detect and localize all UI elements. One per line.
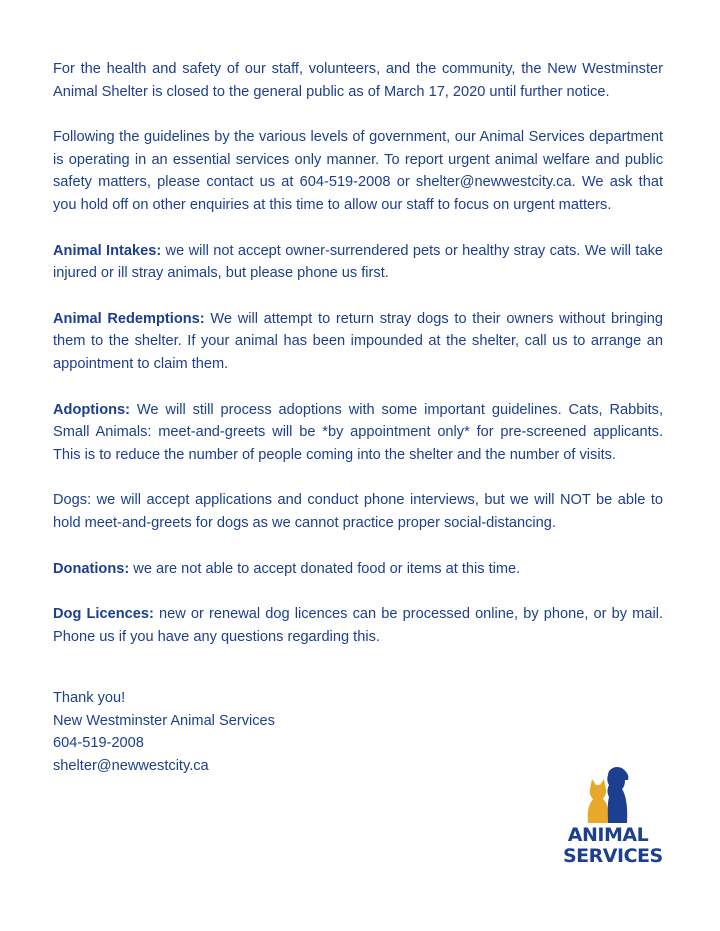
dogs-paragraph	[53, 489, 663, 534]
animal-redemptions-text: We will attempt to return stray dogs to their owners without bringing them to the shelter. If your animal has been impounded at the shelter, call us to arrange an appointment to claim them.	[53, 310, 663, 372]
adoptions-paragraph	[53, 399, 663, 467]
signature-block	[53, 687, 663, 777]
guidelines-paragraph	[53, 126, 663, 216]
donations-label: Donations:	[53, 560, 130, 577]
intro-paragraph	[53, 58, 663, 103]
dog-licences-label: Dog Licences:	[53, 606, 154, 623]
donations-paragraph	[53, 558, 663, 581]
dog-licences-text: new or renewal dog licences can be processed online, by phone, or by mail. Phone us if you have any questions regarding this.	[53, 606, 663, 645]
donations-text: we are not able to accept donated food or items at this time.	[129, 560, 521, 577]
intro-text: For the health and safety of our staff, volunteers, and the community, the New Westminster Animal Shelter is closed to the general public as of March 17, 2020 until further notice.	[53, 61, 663, 100]
logo-line-services: SERVICES	[563, 845, 663, 867]
dog-licences-paragraph	[53, 603, 663, 648]
logo-wordmark	[563, 824, 663, 867]
logo-line-animal: ANIMAL	[567, 824, 649, 846]
cat-and-dog-icon	[586, 767, 630, 823]
animal-intakes-label: Animal Intakes:	[53, 242, 162, 259]
animal-redemptions-label: Animal Redemptions:	[53, 310, 205, 327]
animal-redemptions-paragraph	[53, 308, 663, 376]
guidelines-text: Following the guidelines by the various levels of government, our Animal Services department is operating in an essential services only manner. To report urgent animal welfare and public safety matters, please contact us at 604-519-2008 or shelter@newwestcity.ca. We ask that you hold off on other enquiries at this time to allow our staff to focus on urgent matters.	[53, 129, 663, 213]
cat-silhouette-icon	[588, 779, 609, 823]
organization-name: New Westminster Animal Services	[53, 712, 275, 729]
contact-phone: 604-519-2008	[53, 735, 144, 752]
animal-intakes-paragraph	[53, 240, 663, 285]
adoptions-text: We will still process adoptions with some important guidelines. Cats, Rabbits, Small Animals: meet-and-greets will be *by appointment only* for pre-screened applicants. This is to reduce the number of people coming into the shelter and the number of visits.	[53, 401, 663, 463]
dogs-text: Dogs: we will accept applications and conduct phone interviews, but we will NOT be able to hold meet-and-greets for dogs as we cannot practice proper social-distancing.	[53, 492, 663, 531]
adoptions-label: Adoptions:	[53, 401, 131, 418]
animal-services-logo	[560, 767, 660, 823]
dog-silhouette-icon	[607, 767, 628, 823]
contact-email: shelter@newwestcity.ca	[53, 758, 209, 775]
notice-document	[53, 58, 663, 778]
animal-intakes-text: we will not accept owner-surrendered pets or healthy stray cats. We will take injured or ill stray animals, but please phone us first.	[53, 242, 663, 282]
thank-you-line: Thank you!	[53, 690, 126, 707]
